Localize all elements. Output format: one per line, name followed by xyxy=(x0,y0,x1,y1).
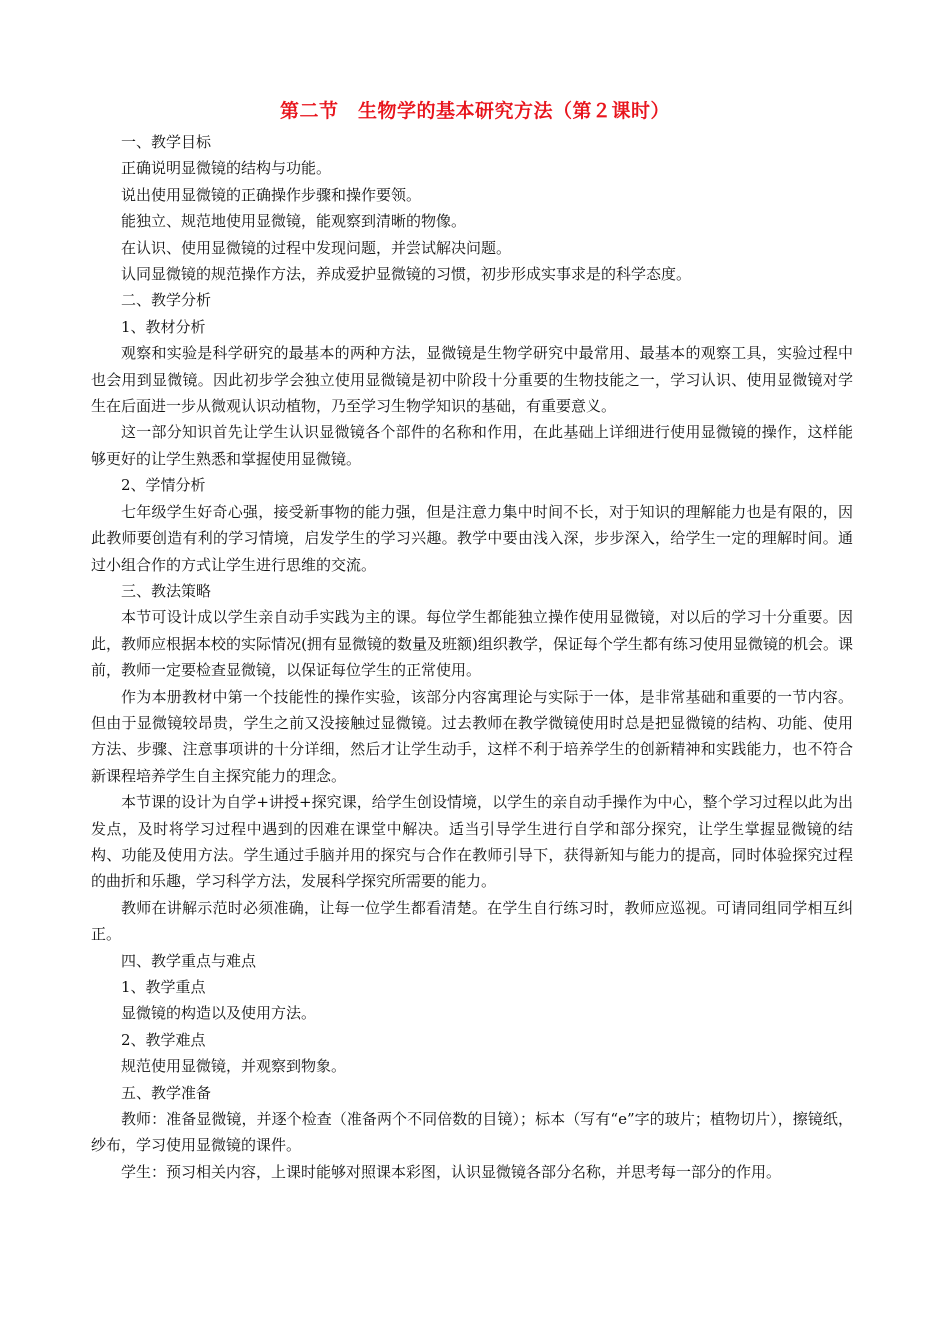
paragraph: 这一部分知识首先让学生认识显微镜各个部件的名称和作用，在此基础上详细进行使用显微镜的操作，这样能够更好的让学生熟悉和掌握使用显微镜。 xyxy=(91,423,853,468)
section-heading-objectives: 一、教学目标 xyxy=(121,133,212,151)
key-points-text: 显微镜的构造以及使用方法。 xyxy=(121,1004,317,1023)
document-body xyxy=(91,129,853,1185)
difficulties-text: 规范使用显微镜，并观察到物象。 xyxy=(121,1057,347,1076)
paragraph: 教师在讲解示范时必须准确，让每一位学生都看清楚。在学生自行练习时，教师应巡视。可请同组同学相互纠正。 xyxy=(91,898,853,944)
page-title: 第二节 生物学的基本研究方法（第２课时） xyxy=(279,100,670,122)
subheading-student-analysis: 2、学情分析 xyxy=(121,476,206,495)
objective-item: 能独立、规范地使用显微镜，能观察到清晰的物像。 xyxy=(121,212,467,231)
section-heading-analysis: 二、教学分析 xyxy=(121,291,212,310)
paragraph: 教师：准备显微镜，并逐个检查（准备两个不同倍数的目镜）；标本（写有“e”字的玻片；植物切片），擦镜纸，纱布，学习使用显微镜的课件。 xyxy=(91,1110,853,1155)
objective-item: 在认识、使用显微镜的过程中发现问题，并尝试解决问题。 xyxy=(121,238,512,257)
objective-item: 正确说明显微镜的结构与功能。 xyxy=(121,159,332,178)
subheading-difficulties: 2、教学难点 xyxy=(121,1030,206,1049)
subheading-material-analysis: 1、教材分析 xyxy=(121,317,206,336)
paragraph: 观察和实验是科学研究的最基本的两种方法，显微镜是生物学研究中最常用、最基本的观察工具，实验过程中也会用到显微镜。因此初步学会独立使用显微镜是初中阶段十分重要的生物技能之一，学习认识、使用显微镜对学生在后面进一步从微观认识动植物，乃至学习生物学知识的基础，有重要意义。 xyxy=(91,344,853,416)
objective-item: 说出使用显微镜的正确操作步骤和操作要领。 xyxy=(121,185,422,204)
paragraph: 作为本册教材中第一个技能性的操作实验，该部分内容寓理论与实际于一体，是非常基础和重要的一节内容。但由于显微镜较昂贵，学生之前又没接触过显微镜。过去教师在教学微镜使用时总是把显微镜的结构、功能、使用方法、步骤、注意事项讲的十分详细，然后才让学生动手，这样不利于培养学生的创新精神和实践能力，也不符合新课程培养学生自主探究能力的理念。 xyxy=(91,687,853,785)
objective-item: 认同显微镜的规范操作方法，养成爱护显微镜的习惯，初步形成实事求是的科学态度。 xyxy=(121,265,692,284)
paragraph: 本节课的设计为自学+讲授+探究课，给学生创设情境，以学生的亲自动手操作为中心，整个学习过程以此为出发点，及时将学习过程中遇到的因难在课堂中解决。适当引导学生进行自学和部分探究，让学生掌握显微镜的结构、功能及使用方法。学生通过手脑并用的探究与合作在教师引导下，获得新知与能力的提高，同时体验探究过程的曲折和乐趣，学习科学方法，发展科学探究所需要的能力。 xyxy=(91,793,853,891)
paragraph: 本节可设计成以学生亲自动手实践为主的课。每位学生都能独立操作使用显微镜，对以后的学习十分重要。因此，教师应根据本校的实际情况(拥有显微镜的数量及班额)组织教学，保证每个学生都有练习使用显微镜的机会。课前，教师一定要检查显微镜，以保证每位学生的正常使用。 xyxy=(91,608,853,680)
section-heading-strategy: 三、教法策略 xyxy=(121,581,212,600)
section-heading-focus: 四、教学重点与难点 xyxy=(121,951,257,970)
paragraph: 七年级学生好奇心强，接受新事物的能力强，但是注意力集中时间不长，对于知识的理解能力也是有限的，因此教师要创造有利的学习情境，启发学生的学习兴趣。教学中要由浅入深，步步深入，给学生一定的理解时间。通过小组合作的方式让学生进行思维的交流。 xyxy=(91,502,853,574)
section-heading-preparation: 五、教学准备 xyxy=(121,1083,212,1102)
paragraph: 学生：预习相关内容，上课时能够对照课本彩图，认识显微镜各部分名称，并思考每一部分的作用。 xyxy=(121,1162,782,1181)
subheading-key-points: 1、教学重点 xyxy=(121,978,206,996)
